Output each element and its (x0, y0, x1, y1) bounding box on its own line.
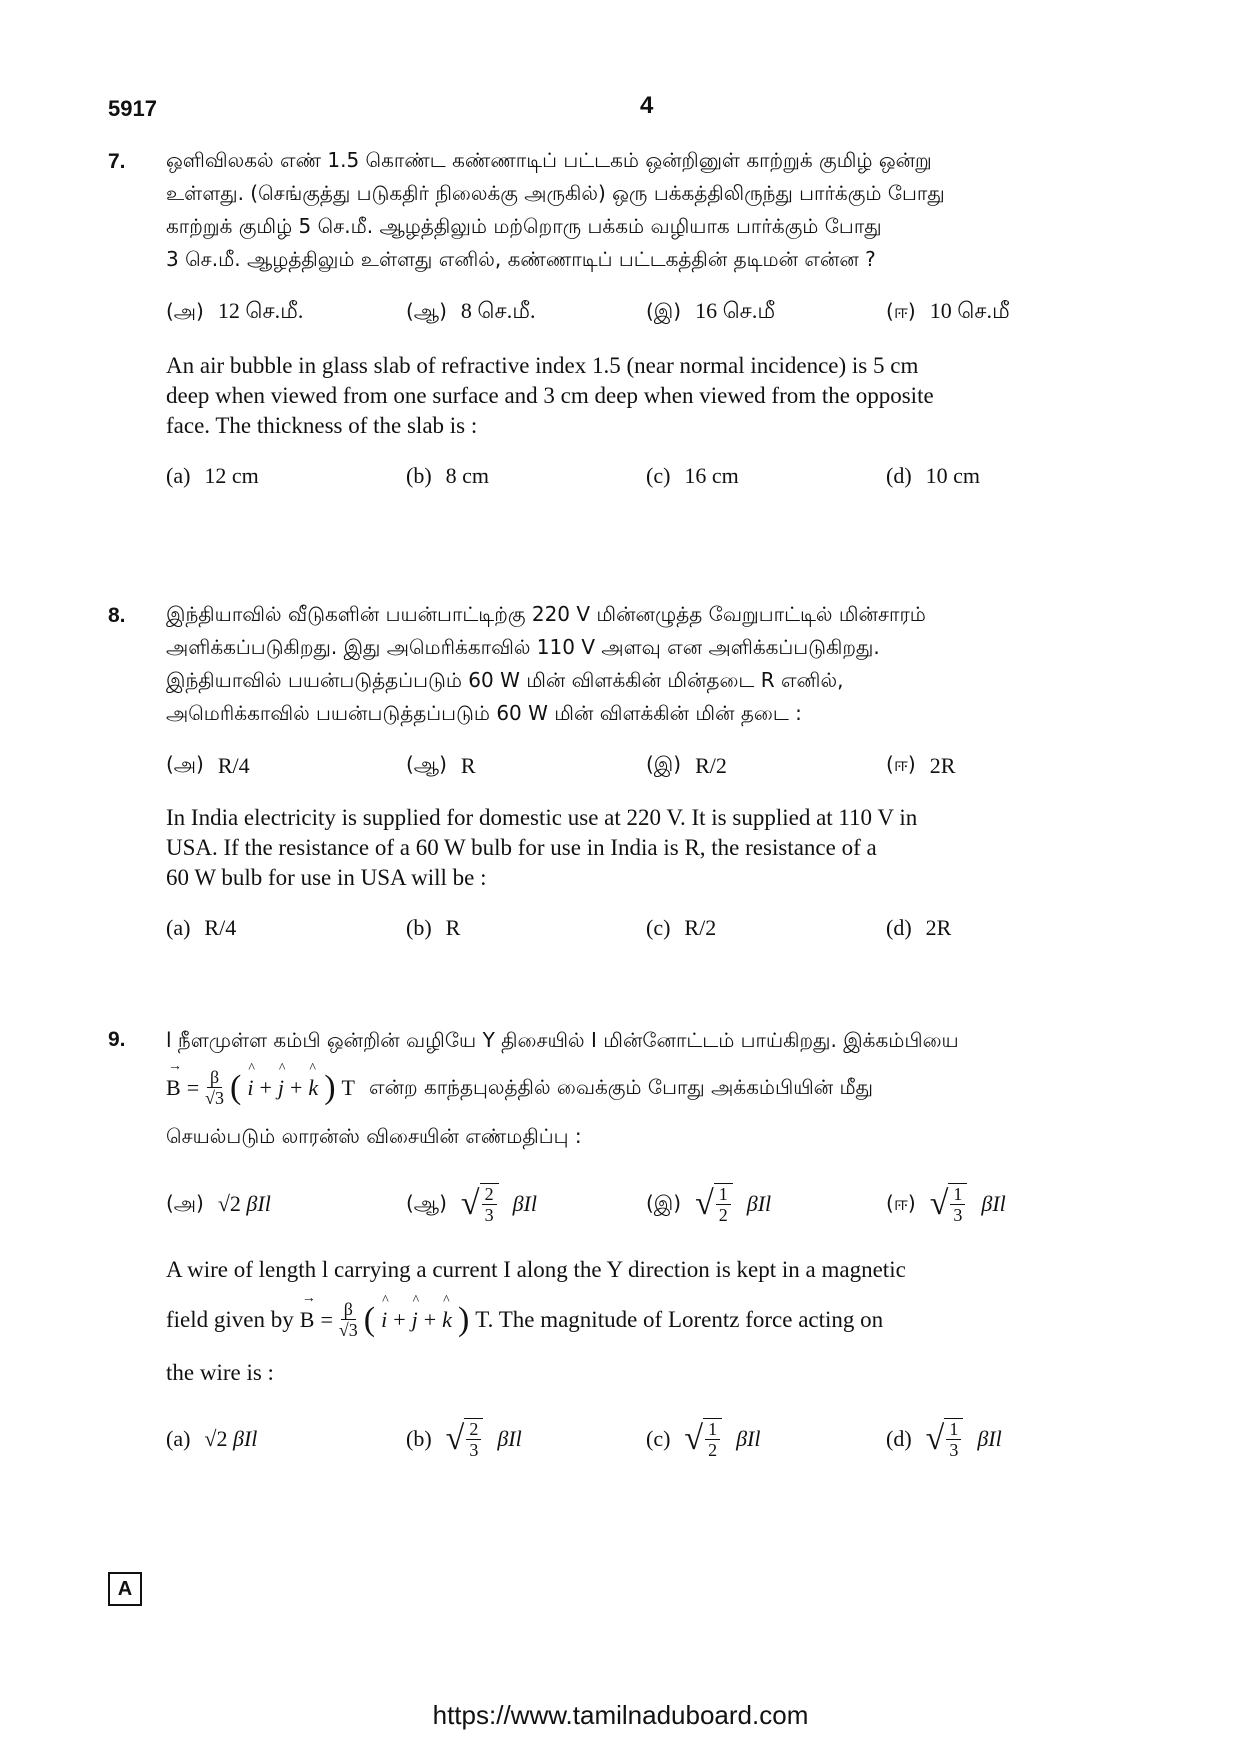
option: (ஆ) √ $\frac{2}{3}$ βIl (406, 1184, 537, 1225)
page-number: 4 (640, 92, 654, 119)
unit-tesla: T (341, 1074, 355, 1100)
option: (a) 12 cm (166, 463, 259, 488)
option: (d) 2R (886, 915, 952, 940)
tamil-options (166, 298, 1148, 327)
tamil-options (166, 752, 1148, 779)
option: (அ) R/4 (166, 752, 250, 778)
english-line: deep when viewed from one surface and 3 cm deep when viewed from the opposite (166, 383, 934, 408)
option: (a) R/4 (166, 915, 237, 940)
option: (இ) √ $\frac{1}{2}$ βIl (646, 1184, 772, 1225)
option: (ஆ) 8 செ.மீ. (406, 298, 536, 323)
vector-b: → B (166, 1075, 181, 1101)
option: (c) √ $\frac{1}{2}$ βIl (646, 1419, 761, 1460)
english-line: 60 W bulb for use in USA will be : (166, 865, 487, 890)
tamil-line: 3 செ.மீ. ஆழத்திலும் உள்ளது எனில், கண்ணாடிப் பட்டகத்தின் தடிமன் என்ன ? (166, 247, 876, 271)
option: (அ) 12 செ.மீ. (166, 298, 304, 323)
tamil-line: இந்தியாவில் வீடுகளின் பயன்பாட்டிற்கு 220 V மின்னழுத்த வேறுபாட்டில் மின்சாரம் (166, 602, 926, 626)
footer-url[interactable]: https://www.tamilnaduboard.com (432, 1700, 809, 1730)
unit-i: ^ i (247, 1075, 253, 1101)
english-options (166, 463, 1148, 489)
tamil-line: l நீளமுள்ள கம்பி ஒன்றின் வழியே Y திசையில் I மின்னோட்டம் பாய்கிறது. இக்கம்பியை (166, 1028, 959, 1052)
tamil-line: என்ற காந்தபுலத்தில் வைக்கும் போது அக்கம்பியின் மீது (368, 1075, 874, 1099)
english-line: T. The magnitude of Lorentz force acting on (475, 1306, 884, 1332)
tamil-options (166, 1183, 1148, 1225)
beta-over-root3: $\frac{\beta}{√3}$ (205, 1067, 224, 1108)
option: (d) √ $\frac{1}{3}$ βIl (886, 1419, 1002, 1460)
tamil-line: செயல்படும் லாரன்ஸ் விசையின் எண்மதிப்பு : (166, 1124, 582, 1148)
english-line: An air bubble in glass slab of refractive index 1.5 (near normal incidence) is 5 cm (166, 353, 919, 378)
question-number: 9. (108, 1028, 126, 1051)
question-number: 8. (108, 604, 126, 627)
tamil-line: உள்ளது. (செங்குத்து படுகதிர் நிலைக்கு அருகில்) ஒரு பக்கத்திலிருந்து பார்க்கும் போது (166, 181, 945, 205)
beta-over-root3: $\frac{\beta}{√3}$ (338, 1299, 358, 1340)
english-line: USA. If the resistance of a 60 W bulb for use in India is R, the resistance of a (166, 835, 877, 860)
question-number: 7. (108, 150, 126, 173)
equals-sign: = (186, 1074, 200, 1100)
tamil-line: காற்றுக் குமிழ் 5 செ.மீ. ஆழத்திலும் மற்றொரு பக்கம் வழியாக பார்க்கும் போது (166, 214, 882, 238)
english-line: face. The thickness of the slab is : (166, 413, 478, 438)
tamil-line: ஒளிவிலகல் எண் 1.5 கொண்ட கண்ணாடிப் பட்டகம் ஒன்றினுள் காற்றுக் குமிழ் ஒன்று (166, 148, 932, 172)
question-7 (108, 144, 1148, 489)
option: (இ) 16 செ.மீ (646, 298, 776, 323)
tamil-line: அளிக்கப்படுகிறது. இது அமெரிக்காவில் 110 V அளவு என அளிக்கப்படுகிறது. (166, 635, 880, 659)
option: (இ) R/2 (646, 752, 727, 778)
question-8 (108, 598, 1148, 941)
paper-code: 5917 (108, 96, 157, 121)
option: (அ) √2 βIl (166, 1190, 271, 1216)
series-box-a: A (108, 1572, 142, 1606)
option: (c) 16 cm (646, 463, 739, 488)
tamil-line: இந்தியாவில் பயன்படுத்தப்படும் 60 W மின் விளக்கின் மின்தடை R எனில், (166, 668, 844, 692)
unit-j: ^ j (278, 1075, 284, 1101)
english-line: A wire of length l carrying a current I along the Y direction is kept in a magnetic (166, 1257, 906, 1282)
question-9 (108, 1024, 1148, 1460)
english-options (166, 915, 1148, 941)
option: (ஆ) R (406, 752, 476, 778)
english-options (166, 1418, 1148, 1460)
english-line: In India electricity is supplied for domestic use at 220 V. It is supplied at 110 V in (166, 805, 918, 830)
unit-k: ^ k (308, 1075, 318, 1101)
magnetic-field-line-tamil: → B = $\frac{\beta}{√3}$ ( ^ i + ^ j + ^ k ) T என்ற காந்தபுலத்தில் வைக்கும் போது அக்கம்பியின் மீது (166, 1067, 1148, 1108)
option: (ஈ) 2R (886, 752, 956, 778)
option: (d) 10 cm (886, 463, 981, 488)
tamil-line: அமெரிக்காவில் பயன்படுத்தப்படும் 60 W மின் விளக்கின் மின் தடை : (166, 701, 802, 725)
option: (ஈ) 10 செ.மீ (886, 298, 1010, 323)
option: (ஈ) √ $\frac{1}{3}$ βIl (886, 1184, 1006, 1225)
option: (b) √ $\frac{2}{3}$ βIl (406, 1419, 522, 1460)
english-line: the wire is : (166, 1360, 274, 1385)
magnetic-field-line-english: field given by → B = $\frac{\beta}{√3}$ ( ^ i + ^ j + ^ k ) T. The magnitude of Lorentz force acting on (166, 1299, 1148, 1340)
option: (b) 8 cm (406, 463, 490, 488)
english-line: field given by (166, 1306, 294, 1332)
option: (c) R/2 (646, 915, 717, 940)
option: (a) √2 βIl (166, 1426, 258, 1451)
option: (b) R (406, 915, 461, 940)
vector-b: → B (300, 1307, 315, 1333)
